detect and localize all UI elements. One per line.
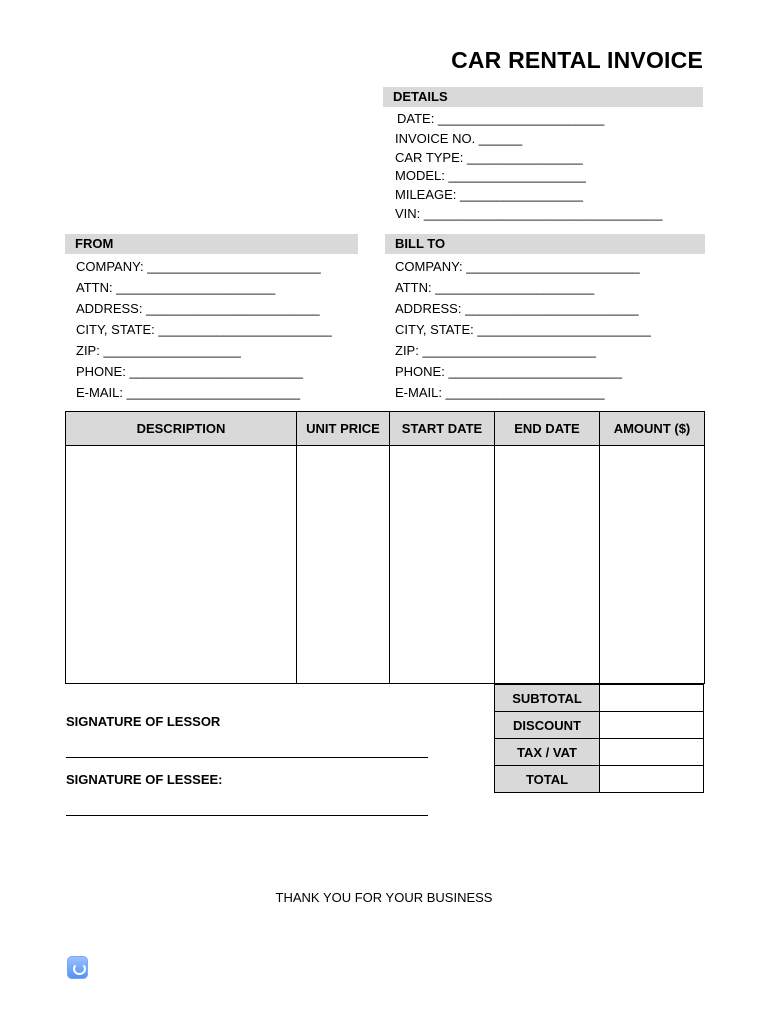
column-header-unit-price: UNIT PRICE — [297, 412, 390, 446]
detail-vin-field[interactable]: VIN: _________________________________ — [395, 206, 663, 221]
detail-date-field[interactable]: DATE: _______________________ — [397, 111, 605, 126]
total-label: TOTAL — [495, 766, 600, 793]
total-value-cell[interactable] — [600, 766, 704, 793]
tax-value-cell[interactable] — [600, 739, 704, 766]
from-zip-field[interactable]: ZIP: ___________________ — [76, 343, 241, 358]
thank-you-note: THANK YOU FOR YOUR BUSINESS — [275, 890, 493, 905]
subtotal-row — [495, 685, 704, 712]
column-header-end-date: END DATE — [495, 412, 600, 446]
discount-label: DISCOUNT — [495, 712, 600, 739]
bill-to-company-field[interactable]: COMPANY: ________________________ — [395, 259, 640, 274]
from-address-field[interactable]: ADDRESS: ________________________ — [76, 301, 320, 316]
from-phone-field[interactable]: PHONE: ________________________ — [76, 364, 303, 379]
bill-to-address-field[interactable]: ADDRESS: ________________________ — [395, 301, 639, 316]
lessee-signature-line[interactable] — [66, 815, 428, 816]
lessor-signature-label: SIGNATURE OF LESSOR — [66, 714, 221, 729]
from-attn-field[interactable]: ATTN: ______________________ — [76, 280, 276, 295]
invoice-title: CAR RENTAL INVOICE — [451, 47, 703, 73]
detail-car-type-field[interactable]: CAR TYPE: ________________ — [395, 150, 583, 165]
unit-price-cell[interactable] — [297, 446, 390, 684]
column-header-description: DESCRIPTION — [66, 412, 297, 446]
bill-to-phone-field[interactable]: PHONE: ________________________ — [395, 364, 622, 379]
from-company-field[interactable]: COMPANY: ________________________ — [76, 259, 321, 274]
discount-value-cell[interactable] — [600, 712, 704, 739]
bill-to-attn-field[interactable]: ATTN: ______________________ — [395, 280, 595, 295]
lessor-signature-line[interactable] — [66, 757, 428, 758]
from-email-field[interactable]: E-MAIL: ________________________ — [76, 385, 301, 400]
end-date-cell[interactable] — [495, 446, 600, 684]
bill-to-zip-field[interactable]: ZIP: ________________________ — [395, 343, 596, 358]
subtotal-value-cell[interactable] — [600, 685, 704, 712]
tax-row — [495, 739, 704, 766]
totals-table — [494, 684, 704, 793]
items-body-row — [66, 446, 705, 684]
lessee-signature-label: SIGNATURE OF LESSEE: — [66, 772, 223, 787]
detail-mileage-field[interactable]: MILEAGE: _________________ — [395, 187, 583, 202]
details-header: DETAILS — [383, 87, 703, 107]
bill-to-header: BILL TO — [385, 234, 705, 254]
total-row — [495, 766, 704, 793]
amount-cell[interactable] — [600, 446, 705, 684]
column-header-amount: AMOUNT ($) — [600, 412, 705, 446]
bill-to-city-state-field[interactable]: CITY, STATE: ________________________ — [395, 322, 651, 337]
tax-vat-label: TAX / VAT — [495, 739, 600, 766]
subtotal-label: SUBTOTAL — [495, 685, 600, 712]
from-city-state-field[interactable]: CITY, STATE: ________________________ — [76, 322, 332, 337]
column-header-start-date: START DATE — [390, 412, 495, 446]
start-date-cell[interactable] — [390, 446, 495, 684]
from-header: FROM — [65, 234, 358, 254]
app-logo-icon — [67, 956, 88, 979]
items-header-row — [66, 412, 705, 446]
bill-to-email-field[interactable]: E-MAIL: ______________________ — [395, 385, 605, 400]
items-table — [65, 411, 705, 684]
description-cell[interactable] — [66, 446, 297, 684]
discount-row — [495, 712, 704, 739]
detail-invoice-no-field[interactable]: INVOICE NO. ______ — [395, 131, 523, 146]
detail-model-field[interactable]: MODEL: ___________________ — [395, 168, 586, 183]
